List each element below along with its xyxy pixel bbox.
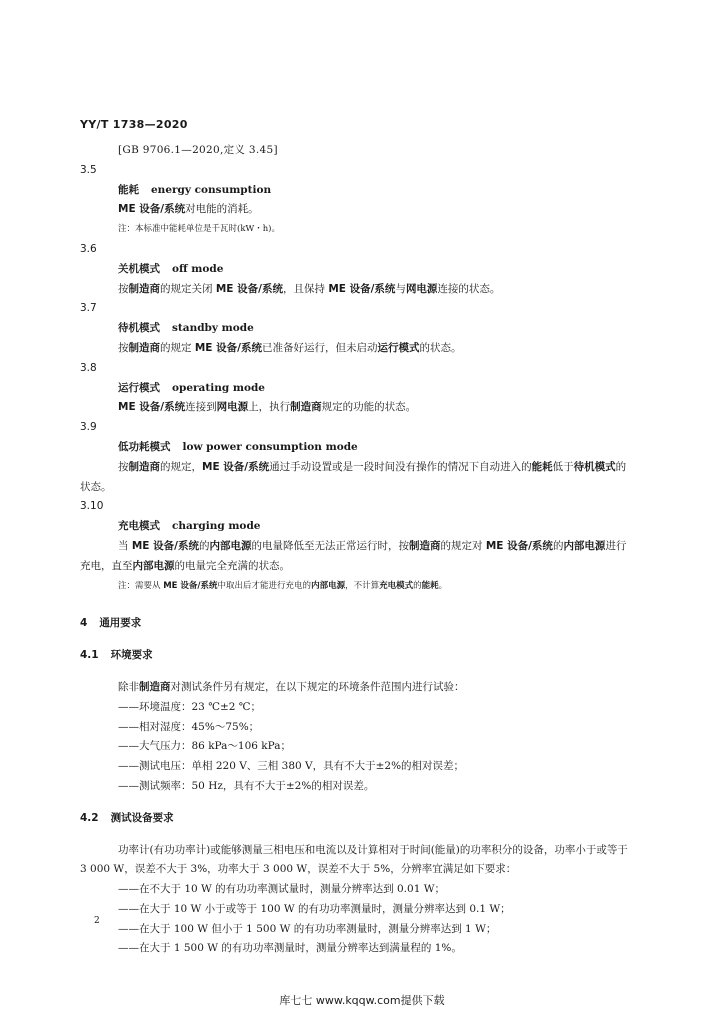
spacer <box>80 797 628 809</box>
term-en: charging mode <box>172 520 261 533</box>
term-ref: 能耗 <box>531 460 553 473</box>
section-title: 测试设备要求 <box>110 811 174 824</box>
term-ref: ME 设备/系统 <box>215 282 283 295</box>
term-ref: 制造商 <box>128 341 160 354</box>
term-number: 3.10 <box>80 500 104 513</box>
list-item: ——环境温度：23 ℃±2 ℃； <box>118 700 262 713</box>
reference-line: [GB 9706.1—2020,定义 3.45] <box>118 144 278 156</box>
term-heading <box>80 181 628 201</box>
term-ref: 内部电源 <box>209 539 252 552</box>
definition-text: 的规定， <box>160 460 202 473</box>
definition-text: 通过手动设置或是一段时间没有操作的情况下自动进入的 <box>269 460 532 473</box>
term-note <box>80 577 628 597</box>
note-text: 注：需要从 <box>118 580 164 591</box>
term-ref: ME 设备/系统 <box>194 341 262 354</box>
definition-text: 与 <box>395 282 406 295</box>
list-item: ——测试频率：50 Hz，具有不大于±2%的相对误差。 <box>118 779 375 792</box>
section-number: 4 <box>80 617 88 630</box>
definition-text: 按 <box>118 341 129 354</box>
note-term: 充电模式 <box>379 580 414 591</box>
term-ref: 制造商 <box>128 282 160 295</box>
paragraph: 功率计(有功功率计)或能够测量三相电压和电流以及计算相对于时间(能量)的功率积分的设备，功率小于或等于 3 000 W，误差不大于 3%，功率大于 3 000 W，误差不大于 5%，分辨率宜满足如下要求： <box>80 843 628 876</box>
list-item: ——测试电压：单相 220 V、三相 380 V，具有不大于±2%的相对误差； <box>118 760 465 773</box>
note-text: 中取出后才能进行充电的 <box>217 580 312 591</box>
definition-text: 按 <box>118 282 129 295</box>
term-heading <box>80 319 628 339</box>
definition-text: 连接的状态。 <box>437 282 501 295</box>
definition-text: 按 <box>118 460 129 473</box>
subsection-heading <box>80 809 628 829</box>
term-definition <box>80 339 628 359</box>
term-heading <box>80 379 628 399</box>
term-ref: 制造商 <box>290 401 322 414</box>
definition-text: 的规定 <box>160 341 195 354</box>
term-ref: ME 设备/系统 <box>485 539 553 552</box>
term-definition <box>80 398 628 418</box>
definition-text: ，且保持 <box>282 282 329 295</box>
term-ref: 制造商 <box>139 680 171 693</box>
section-title: 通用要求 <box>99 617 142 630</box>
term-number: 3.6 <box>80 242 97 255</box>
list-item: ——在大于 1 500 W 的有功功率测量时，测量分辨率达到满量程的 1%。 <box>118 942 462 955</box>
definition-text: 连接到 <box>185 401 217 414</box>
term-ref: ME 设备/系统 <box>118 203 186 216</box>
definition-text: 已准备好运行，但未启动 <box>261 341 378 354</box>
term-en: energy consumption <box>151 183 272 196</box>
paragraph <box>80 678 628 698</box>
definition-text: 低于 <box>552 460 574 473</box>
term-ref: ME 设备/系统 <box>328 282 396 295</box>
subsection-heading <box>80 646 628 666</box>
spacer <box>80 829 628 841</box>
term-cn: 能耗 <box>118 183 139 196</box>
spacer <box>80 634 628 646</box>
section-number: 4.2 <box>80 811 99 824</box>
term-note: 注：本标准中能耗单位是千瓦时(kW・h)。 <box>118 224 280 235</box>
term-ref: 待机模式 <box>573 460 616 473</box>
term-cn: 充电模式 <box>118 520 160 533</box>
note-text: ，不计算 <box>345 580 380 591</box>
section-number: 4.1 <box>80 649 99 662</box>
section-heading <box>80 614 628 634</box>
term-definition <box>80 200 628 220</box>
standard-code: YY/T 1738—2020 <box>80 118 188 131</box>
definition-text: 的 <box>198 539 210 552</box>
term-en: off mode <box>172 262 224 275</box>
term-number: 3.8 <box>80 361 97 374</box>
definition-text: 的状态。 <box>419 341 462 354</box>
note-term: 能耗 <box>421 580 439 591</box>
definition-text: 对电能的消耗。 <box>185 203 259 216</box>
term-cn: 低功耗模式 <box>118 440 171 453</box>
term-ref: 网电源 <box>216 401 249 414</box>
term-ref: ME 设备/系统 <box>118 401 186 414</box>
term-definition <box>80 458 628 498</box>
list-item: ——大气压力：86 kPa～106 kPa； <box>118 740 292 753</box>
definition-text: 的 <box>552 539 564 552</box>
term-en: standby mode <box>172 322 254 335</box>
definition-text: 的规定关闭 <box>160 282 216 295</box>
paragraph-text: 对测试条件另有规定，在以下规定的环境条件范围内进行试验： <box>170 680 465 693</box>
term-ref: 内部电源 <box>563 539 606 552</box>
note-term: ME 设备/系统 <box>163 580 218 591</box>
term-definition <box>80 537 628 577</box>
term-cn: 运行模式 <box>118 381 160 394</box>
term-ref: ME 设备/系统 <box>202 460 270 473</box>
list-item: ——在大于 10 W 小于或等于 100 W 的有功功率测量时，测量分辨率达到 0.1 W； <box>118 902 511 915</box>
term-number: 3.9 <box>80 421 97 434</box>
spacer <box>80 596 628 614</box>
term-ref: 运行模式 <box>377 341 420 354</box>
note-text: 的 <box>413 580 422 591</box>
term-heading <box>80 438 628 458</box>
term-heading <box>80 517 628 537</box>
definition-text: 的规定对 <box>440 539 486 552</box>
term-definition <box>80 280 628 300</box>
term-ref: 制造商 <box>408 539 441 552</box>
definition-text: 当 <box>118 539 132 552</box>
page-number: 2 <box>94 916 100 926</box>
term-en: low power consumption mode <box>182 440 358 453</box>
footer-watermark: 库七七 www.kqqw.com提供下载 <box>279 994 445 1007</box>
term-cn: 关机模式 <box>118 262 160 275</box>
definition-text: 上，执行 <box>248 401 291 414</box>
note-term: 内部电源 <box>311 580 346 591</box>
term-ref: ME 设备/系统 <box>131 539 199 552</box>
definition-text: 的电量完全充满的状态。 <box>174 559 290 572</box>
list-item: ——相对湿度：45%～75%； <box>118 720 260 733</box>
definition-text: 规定的功能的状态。 <box>321 401 417 414</box>
page-content <box>80 141 628 959</box>
definition-text: 的电量降低至无法正常运行时，按 <box>251 539 409 552</box>
term-ref: 制造商 <box>128 460 160 473</box>
definition-text: 进行充电，直至 <box>80 539 627 572</box>
note-text: 。 <box>438 580 448 591</box>
term-ref: 网电源 <box>405 282 438 295</box>
term-ref: 内部电源 <box>132 559 175 572</box>
section-title: 环境要求 <box>110 649 153 662</box>
term-number: 3.5 <box>80 163 97 176</box>
list-item: ——在不大于 10 W 的有功功率测试量时，测量分辨率达到 0.01 W； <box>118 883 446 896</box>
paragraph-text: 除非 <box>118 680 139 693</box>
term-number: 3.7 <box>80 302 97 315</box>
term-cn: 待机模式 <box>118 322 160 335</box>
spacer <box>80 666 628 678</box>
list-item: ——在大于 100 W 但小于 1 500 W 的有功功率测量时，测量分辨率达到 1 W； <box>118 922 497 935</box>
definition-text: 的状态。 <box>80 460 627 493</box>
term-heading <box>80 260 628 280</box>
term-en: operating mode <box>172 381 265 394</box>
